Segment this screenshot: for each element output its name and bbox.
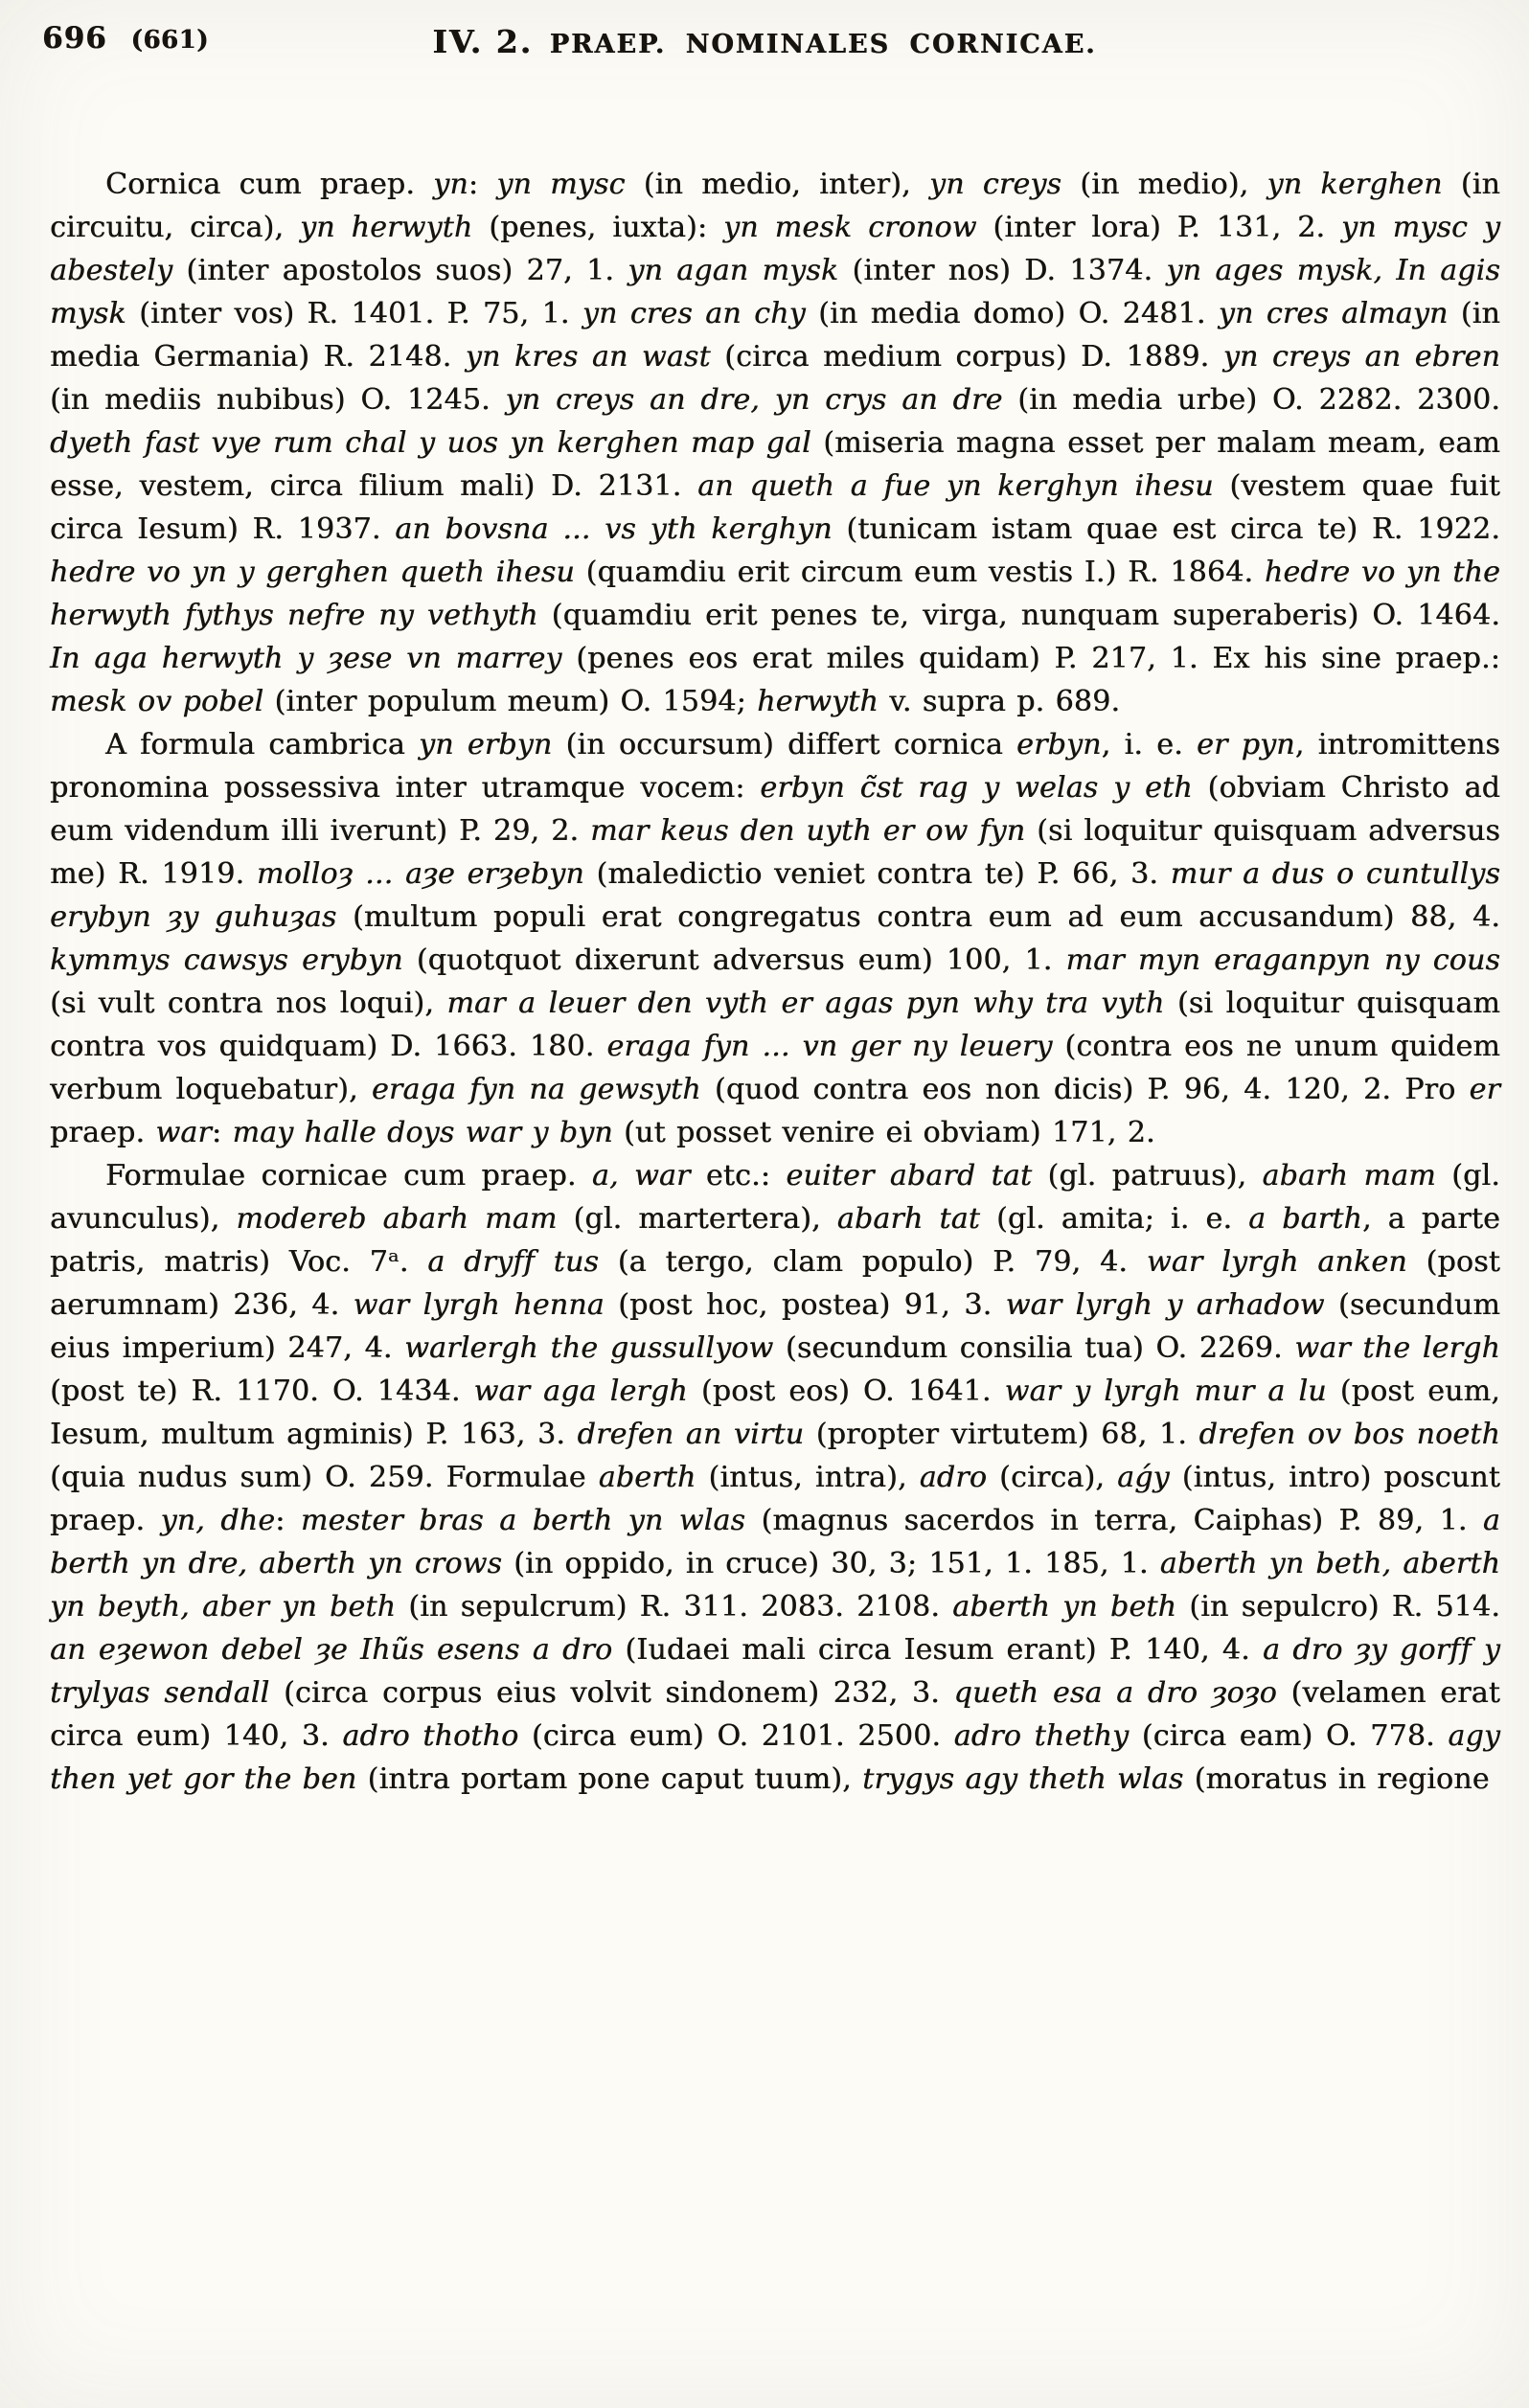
cornish-phrase: war y lyrgh mur a lu bbox=[1004, 1374, 1327, 1408]
cornish-phrase: molloȝ ... aȝe erȝebyn bbox=[256, 857, 584, 891]
cornish-phrase: kymmys cawsys erybyn bbox=[50, 943, 403, 977]
latin-text: (propter virtutem) 68, 1. bbox=[804, 1418, 1199, 1451]
cornish-phrase: war aga lergh bbox=[473, 1374, 688, 1408]
cornish-phrase: an bovsna ... vs yth kerghyn bbox=[395, 512, 833, 546]
latin-text: (post te) R. 1170. O. 1434. bbox=[50, 1374, 474, 1408]
cornish-phrase: warlergh the gussullyow bbox=[404, 1331, 774, 1365]
cornish-phrase: yn bbox=[433, 168, 468, 201]
cornish-phrase: yn kerghen bbox=[1267, 168, 1443, 201]
latin-text: (si vult contra nos loqui), bbox=[50, 987, 447, 1020]
latin-text: (gl. avunculus), bbox=[50, 1159, 1500, 1236]
cornish-phrase: eraga fyn ... vn ger ny leuery bbox=[606, 1030, 1053, 1063]
cornish-phrase: adro bbox=[919, 1461, 988, 1494]
page-number-secondary: (661) bbox=[130, 26, 209, 55]
cornish-phrase: yn, dhe bbox=[160, 1504, 276, 1537]
cornish-phrase: mesk ov pobel bbox=[50, 685, 264, 718]
latin-text: (gl. amita; i. e. bbox=[979, 1202, 1249, 1236]
latin-text: (contra eos ne unum quidem verbum loquebatur), bbox=[50, 1030, 1500, 1106]
latin-text: (magnus sacerdos in terra, Caiphas) P. 89, 1. bbox=[745, 1504, 1483, 1537]
latin-text: (inter populum meum) O. 1594; bbox=[263, 685, 758, 718]
latin-text: (quotquot dixerunt adversus eum) 100, 1. bbox=[402, 943, 1066, 977]
latin-text: (Iudaei mali circa Iesum erant) P. 140, 4. bbox=[612, 1633, 1264, 1667]
latin-text: (circa), bbox=[987, 1461, 1118, 1494]
cornish-phrase: yn kres an wast bbox=[465, 340, 711, 374]
latin-text: (obviam Christo ad eum videndum illi iverunt) P. 29, 2. bbox=[50, 771, 1500, 848]
latin-text: , intromittens pronomina possessiva inter utramque vocem: bbox=[50, 728, 1500, 805]
cornish-phrase: aǵy bbox=[1117, 1461, 1170, 1494]
latin-text: (circa eum) O. 2101. 2500. bbox=[518, 1719, 954, 1753]
paragraph bbox=[50, 723, 1500, 1154]
cornish-phrase: drefen ov bos noeth bbox=[1198, 1418, 1500, 1451]
latin-text: (in media urbe) O. 2282. 2300. bbox=[1002, 383, 1500, 417]
cornish-phrase: agy then yet gor the ben bbox=[50, 1719, 1500, 1796]
cornish-phrase: war lyrgh henna bbox=[353, 1288, 605, 1322]
paragraph bbox=[50, 1154, 1500, 1801]
latin-text: (post hoc, postea) 91, 3. bbox=[604, 1288, 1006, 1322]
cornish-phrase: mar keus den uyth er ow fyn bbox=[590, 814, 1026, 848]
cornish-phrase: aberth yn beth, aberth yn beyth, aber yn beth bbox=[50, 1547, 1501, 1624]
cornish-phrase: aberth bbox=[598, 1461, 696, 1494]
cornish-phrase: yn cres almayn bbox=[1218, 297, 1449, 330]
latin-text: (gl. patruus), bbox=[1032, 1159, 1263, 1193]
latin-text: (intra portam pone caput tuum), bbox=[356, 1762, 863, 1796]
cornish-phrase: yn erbyn bbox=[419, 728, 553, 761]
latin-text: (gl. martertera), bbox=[557, 1202, 837, 1236]
latin-text: (maledictio veniet contra te) P. 66, 3. bbox=[583, 857, 1171, 891]
latin-text: (penes eos erat miles quidam) P. 217, 1. Ex his sine praep.: bbox=[561, 642, 1501, 675]
latin-text: (si loquitur quisquam adversus me) R. 1919. bbox=[50, 814, 1501, 891]
latin-text: v. supra p. 689. bbox=[878, 685, 1121, 718]
latin-text: , i. e. bbox=[1101, 728, 1197, 761]
cornish-phrase: eraga fyn na gewsyth bbox=[371, 1073, 701, 1106]
cornish-phrase: mur a dus o cuntullys erybyn ȝy guhuȝas bbox=[50, 857, 1500, 934]
latin-text: etc.: bbox=[690, 1159, 787, 1193]
cornish-phrase: modereb abarh mam bbox=[236, 1202, 558, 1236]
section-number: IV. 2. bbox=[432, 23, 534, 60]
cornish-phrase: herwyth bbox=[757, 685, 879, 718]
latin-text: (inter lora) P. 131, 2. bbox=[976, 211, 1342, 244]
cornish-phrase: an queth a fue yn kerghyn ihesu bbox=[697, 469, 1214, 503]
latin-text: (quamdiu erit penes te, virga, nunquam superaberis) O. 1464. bbox=[537, 599, 1500, 632]
cornish-phrase: yn agan mysk bbox=[628, 254, 839, 287]
cornish-phrase: hedre vo yn y gerghen queth ihesu bbox=[50, 556, 575, 589]
latin-text: (inter apostolos suos) 27, 1. bbox=[172, 254, 628, 287]
latin-text: : bbox=[211, 1116, 233, 1149]
latin-text: (in medio, inter), bbox=[625, 168, 929, 201]
cornish-phrase: mar myn eraganpyn ny cous bbox=[1065, 943, 1501, 977]
cornish-phrase: yn mysc y abestely bbox=[50, 211, 1501, 287]
latin-text: (si loquitur quisquam contra vos quidquam) D. 1663. 180. bbox=[50, 987, 1500, 1063]
latin-text: (miseria magna esset per malam meam, eam esse, vestem, circa filium mali) D. 2131. bbox=[50, 426, 1500, 503]
cornish-phrase: euiter abard tat bbox=[786, 1159, 1033, 1193]
latin-text: (in media domo) O. 2481. bbox=[805, 297, 1219, 330]
latin-text: (in mediis nubibus) O. 1245. bbox=[50, 383, 506, 417]
cornish-phrase: dyeth fast vye rum chal y uos yn kerghen map gal bbox=[50, 426, 811, 460]
latin-text: (in media Germania) R. 2148. bbox=[50, 297, 1500, 374]
latin-text: (in medio), bbox=[1061, 168, 1267, 201]
latin-text: (tunicam istam quae est circa te) R. 1922. bbox=[832, 512, 1500, 546]
paragraph bbox=[50, 163, 1500, 723]
cornish-phrase: a dryff tus bbox=[427, 1245, 599, 1279]
latin-text: A formula cambrica bbox=[105, 728, 419, 761]
cornish-phrase: an eȝewon debel ȝe Ihũs esens a dro bbox=[50, 1633, 613, 1667]
latin-text: : bbox=[468, 168, 497, 201]
cornish-phrase: war lyrgh anken bbox=[1146, 1245, 1407, 1279]
cornish-phrase: trygys agy theth wlas bbox=[862, 1762, 1184, 1796]
section-title: PRAEP. NOMINALES CORNICAE. bbox=[549, 30, 1097, 59]
cornish-phrase: er bbox=[1469, 1073, 1500, 1106]
cornish-phrase: abarh tat bbox=[836, 1202, 980, 1236]
latin-text: (circa eam) O. 778. bbox=[1129, 1719, 1449, 1753]
page-header bbox=[0, 0, 1529, 86]
cornish-phrase: aberth yn beth bbox=[952, 1590, 1177, 1624]
latin-text: (penes, iuxta): bbox=[472, 211, 724, 244]
cornish-phrase: drefen an virtu bbox=[577, 1418, 805, 1451]
cornish-phrase: abarh mam bbox=[1262, 1159, 1436, 1193]
page-number bbox=[42, 21, 209, 56]
cornish-phrase: yn creys bbox=[928, 168, 1062, 201]
latin-text: (circa medium corpus) D. 1889. bbox=[710, 340, 1223, 374]
cornish-phrase: a dro ȝy gorff y trylyas sendall bbox=[50, 1633, 1500, 1710]
cornish-phrase: yn mysc bbox=[496, 168, 626, 201]
latin-text: (intus, intro) poscunt praep. bbox=[50, 1461, 1500, 1537]
cornish-phrase: war lyrgh y arhadow bbox=[1005, 1288, 1325, 1322]
latin-text: (intus, intra), bbox=[696, 1461, 920, 1494]
latin-text: (inter nos) D. 1374. bbox=[838, 254, 1167, 287]
cornish-phrase: war bbox=[155, 1116, 212, 1149]
latin-text: (in sepulcro) R. 514. bbox=[1176, 1590, 1500, 1624]
latin-text: (quod contra eos non dicis) P. 96, 4. 120, 2. Pro bbox=[700, 1073, 1470, 1106]
latin-text: (in occursum) differt cornica bbox=[552, 728, 1017, 761]
cornish-phrase: a berth yn dre, aberth yn crows bbox=[50, 1504, 1501, 1580]
latin-text: (ut posset venire ei obviam) 171, 2. bbox=[612, 1116, 1155, 1149]
latin-text: (quamdiu erit circum eum vestis I.) R. 1864. bbox=[574, 556, 1265, 589]
latin-text: (post aerumnam) 236, 4. bbox=[50, 1245, 1500, 1322]
latin-text: Cornica cum praep. bbox=[105, 168, 434, 201]
cornish-phrase: a, war bbox=[591, 1159, 691, 1193]
cornish-phrase: queth esa a dro ȝoȝo bbox=[953, 1676, 1277, 1710]
latin-text: (moratus in regione bbox=[1183, 1762, 1490, 1796]
cornish-phrase: erbyn c̃st rag y welas y eth bbox=[760, 771, 1193, 805]
latin-text: (secundum consilia tua) O. 2269. bbox=[773, 1331, 1295, 1365]
cornish-phrase: mar a leuer den vyth er agas pyn why tra vyth bbox=[446, 987, 1165, 1020]
cornish-phrase: yn ages mysk, In agis mysk bbox=[50, 254, 1500, 330]
cornish-phrase: yn mesk cronow bbox=[723, 211, 977, 244]
latin-text: (a tergo, clam populo) P. 79, 4. bbox=[598, 1245, 1147, 1279]
cornish-phrase: adro thethy bbox=[953, 1719, 1130, 1753]
latin-text: : bbox=[275, 1504, 301, 1537]
latin-text: (post eos) O. 1641. bbox=[687, 1374, 1005, 1408]
latin-text: (vestem quae fuit circa Iesum) R. 1937. bbox=[50, 469, 1500, 546]
cornish-phrase: yn herwyth bbox=[300, 211, 473, 244]
cornish-phrase: adro thotho bbox=[342, 1719, 519, 1753]
cornish-phrase: hedre vo yn the herwyth fythys nefre ny vethyth bbox=[50, 556, 1500, 632]
latin-text: (in sepulcrum) R. 311. 2083. 2108. bbox=[396, 1590, 953, 1624]
latin-text: , a parte patris, matris) Voc. 7ᵃ. bbox=[50, 1202, 1500, 1279]
cornish-phrase: yn creys an dre, yn crys an dre bbox=[505, 383, 1003, 417]
cornish-phrase: yn cres an chy bbox=[582, 297, 806, 330]
latin-text: (post eum, Iesum, multum agminis) P. 163, 3. bbox=[50, 1374, 1500, 1451]
cornish-phrase: may halle doys war y byn bbox=[232, 1116, 613, 1149]
latin-text: (multum populi erat congregatus contra eum ad eum accusandum) 88, 4. bbox=[336, 900, 1500, 934]
latin-text: (velamen erat circa eum) 140, 3. bbox=[50, 1676, 1500, 1753]
latin-text: (secundum eius imperium) 247, 4. bbox=[50, 1288, 1500, 1365]
cornish-phrase: er pyn bbox=[1197, 728, 1295, 761]
cornish-phrase: war the lergh bbox=[1294, 1331, 1500, 1365]
page-number-main: 696 bbox=[42, 21, 107, 56]
latin-text: (in circuitu, circa), bbox=[50, 168, 1500, 244]
latin-text: (inter vos) R. 1401. P. 75, 1. bbox=[126, 297, 582, 330]
latin-text: praep. bbox=[50, 1116, 156, 1149]
cornish-phrase: mester bras a berth yn wlas bbox=[300, 1504, 746, 1537]
cornish-phrase: erbyn bbox=[1016, 728, 1102, 761]
body-text bbox=[0, 86, 1529, 1801]
running-title bbox=[0, 23, 1529, 60]
cornish-phrase: a barth bbox=[1248, 1202, 1362, 1236]
latin-text: Formulae cornicae cum praep. bbox=[105, 1159, 592, 1193]
latin-text: (in oppido, in cruce) 30, 3; 151, 1. 185, 1. bbox=[502, 1547, 1160, 1580]
cornish-phrase: yn creys an ebren bbox=[1222, 340, 1500, 374]
cornish-phrase: In aga herwyth y ȝese vn marrey bbox=[50, 642, 562, 675]
latin-text: (quia nudus sum) O. 259. Formulae bbox=[50, 1461, 599, 1494]
latin-text: (circa corpus eius volvit sindonem) 232, 3. bbox=[269, 1676, 954, 1710]
